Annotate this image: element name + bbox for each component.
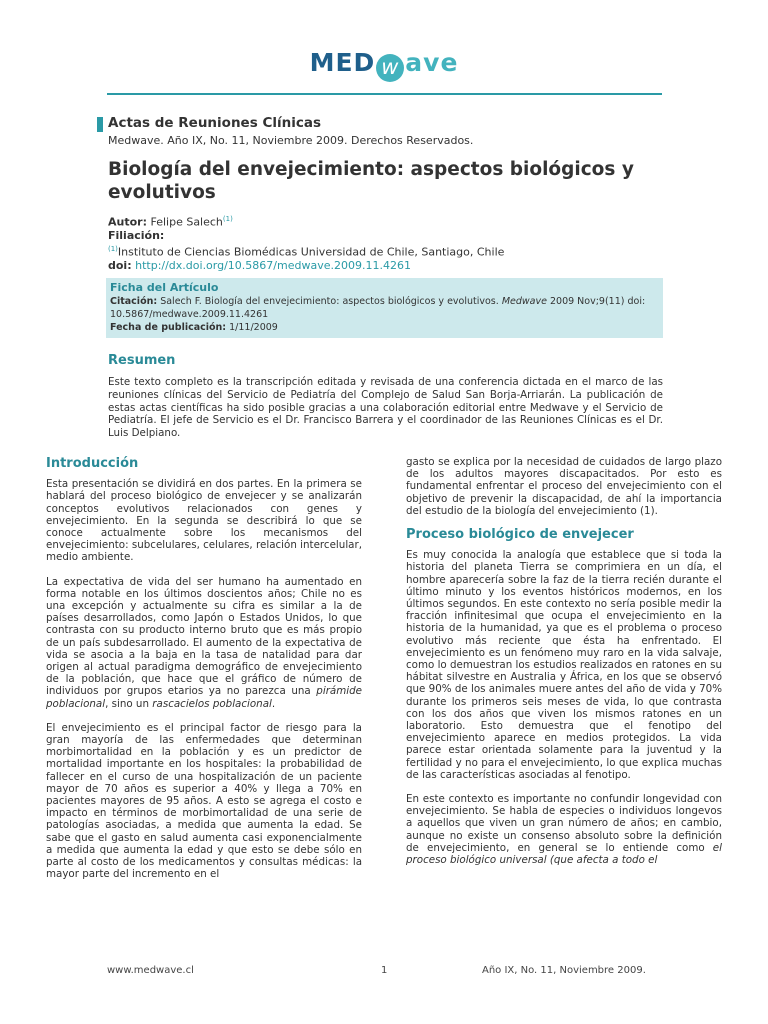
section-title: Actas de Reuniones Clínicas [108, 115, 321, 131]
citation-label: Citación: [110, 296, 158, 307]
affiliation-label: Filiación: [108, 229, 165, 243]
intro-heading: Introducción [46, 456, 139, 471]
process-paragraph-2: En este contexto es importante no confundir longevidad con envejecimiento. Se habla de especies o individuos longevos a aquellos que viven un gran número de años; en cambio, aunque no existe un consenso absoluto sobre la definición de envejecimiento, en general se lo entiende como el proceso biológico universal (que afecta a todo el [406, 793, 722, 867]
article-title: Biología del envejecimiento: aspectos biológicos y evolutivos [108, 159, 634, 203]
footer-site: www.medwave.cl [107, 965, 194, 976]
abstract-text: Este texto completo es la transcripción editada y revisada de una conferencia dictada en el marco de las reuniones clínicas del Servicio de Pediatría del Complejo de Salud San Borja-Arriarán. La publicación de estas actas científicas ha sido posible gracias a una colaboración editorial entre Medwave y el Servicio de Pediatría. El jefe de Servicio es el Dr. Francisco Barrera y el coordinador de las Reuniones Clínicas es el Dr. Luis Delpiano. [108, 376, 663, 440]
doi-label: doi: [108, 258, 132, 272]
author-name: Felipe Salech [150, 215, 223, 229]
footer-issue: Año IX, No. 11, Noviembre 2009. [482, 965, 646, 976]
left-column [46, 458, 362, 893]
logo-med: MED [309, 48, 376, 77]
process-heading: Proceso biológico de envejecer [406, 527, 634, 543]
header-divider [107, 93, 662, 95]
article-info-title: Ficha del Artículo [110, 281, 219, 294]
continued-paragraph: gasto se explica por la necesidad de cuidados de largo plazo de los adultos mayores discapacitados. Por esto es fundamental enfrentar el proceso del envejecimiento con el objetivo de prevenir la discapacidad, de ahí la importancia del estudio de la biología del envejecimiento (1). [406, 456, 722, 517]
article-meta [108, 213, 663, 272]
doi-link[interactable]: http://dx.doi.org/10.5867/medwave.2009.11.4261 [135, 258, 411, 272]
pubdate-label: Fecha de publicación: [110, 322, 227, 333]
abstract-heading: Resumen [108, 353, 176, 368]
publication-info: Medwave. Año IX, No. 11, Noviembre 2009. Derechos Reservados. [108, 134, 474, 147]
citation-text: Salech F. Biología del envejecimiento: aspectos biológicos y evolutivos. [160, 296, 499, 307]
citation-details: 2009 Nov;9(11) doi: 10.5867/medwave.2009.11.4261 [110, 296, 646, 320]
affiliation-ref: (1) [108, 244, 118, 253]
article-info-box [106, 278, 663, 338]
logo-w-circle: w [376, 54, 404, 82]
process-paragraph-1: Es muy conocida la analogía que establece que si toda la historia del planeta Tierra se comprimiera en un día, el hombre aparecería sobre la faz de la tierra recién durante el último minuto y los eventos históricos modernos, en los últimos segundos. En este contexto no sería posible medir la fracción infinitesimal que ocupa el envejecimiento en la historia de la humanidad, ya que es el problema o proceso evolutivo más reciente que ésta ha enfrentado. El envejecimiento es un fenómeno muy raro en la vida salvaje, como lo demuestran los estudios realizados en ratones en su hábitat silvestre en Australia y África, en los que se observó que 90% de los animales muere antes del año de vida y 70% durante los primeros seis meses de vida, lo que contrasta con los dos años que viven los mismos ratones en un laboratorio. Esto demuestra que el fenotipo del envejecimiento aparece en medios protegidos. La vida parece estar orientada solamente para la juventud y la fertilidad y no para el envejecimiento, lo que explica muchas de las características asociadas al fenotipo. [406, 549, 723, 781]
intro-paragraph-3: El envejecimiento es el principal factor de riesgo para la gran mayoría de las enfermedades que determinan morbimortalidad en la población y es un predictor de mortalidad importante en los hospitales: la probabilidad de fallecer en el curso de una hospitalización de un paciente mayor de 70 años es superior a 40% y llega a 70% en pacientes mayores de 95 años. A esto se agrega el costo e impacto en términos de morbimortalidad de una serie de patologías asociadas, a medida que aumenta la edad. Se sabe que el gasto en salud aumenta casi exponencialmente a medida que aumenta la edad y que esto se debe sólo en parte al costo de los medicamentos y consultas médicas: la mayor parte del incremento en el [46, 721, 362, 881]
author-ref: (1) [222, 215, 233, 223]
footer-page-number: 1 [381, 965, 388, 976]
medwave-logo [0, 48, 768, 82]
affiliation-text: Instituto de Ciencias Biomédicas Universidad de Chile, Santiago, Chile [117, 245, 505, 259]
author-label: Autor: [108, 215, 147, 229]
intro-paragraph-1: Esta presentación se dividirá en dos partes. En la primera se hablará del proceso biológico de envejecer y se analizarán conceptos evolutivos relacionados con genes y envejecimiento. En la segunda se describirá lo que se conoce actualmente sobre los mecanismos del envejecimiento: subcelulares, celulares, relación intercelular, medio ambiente. [46, 478, 362, 564]
right-column [406, 456, 722, 878]
intro-paragraph-2: La expectativa de vida del ser humano ha aumentado en forma notable en los últimos doscientos años; Chile no es una excepción y actualmente su cifra es similar a la de países desarrollados, como Japón o Estados Unidos, lo que contrasta con su producto interno bruto que es más propio de un país subdesarrollado. El aumento de la expectativa de vida se asocia a la baja en la tasa de natalidad para dar origen al actual paradigma demográfico de envejecimiento de la población, que hace que el gráfico de número de individuos por grupos etarios ya no parezca una pirámide poblacional, sino un rascacielos poblacional. [46, 575, 362, 710]
citation-journal: Medwave [501, 296, 547, 307]
section-marker [97, 117, 103, 132]
pubdate-value: 1/11/2009 [229, 322, 278, 333]
logo-ave: ave [405, 48, 459, 77]
